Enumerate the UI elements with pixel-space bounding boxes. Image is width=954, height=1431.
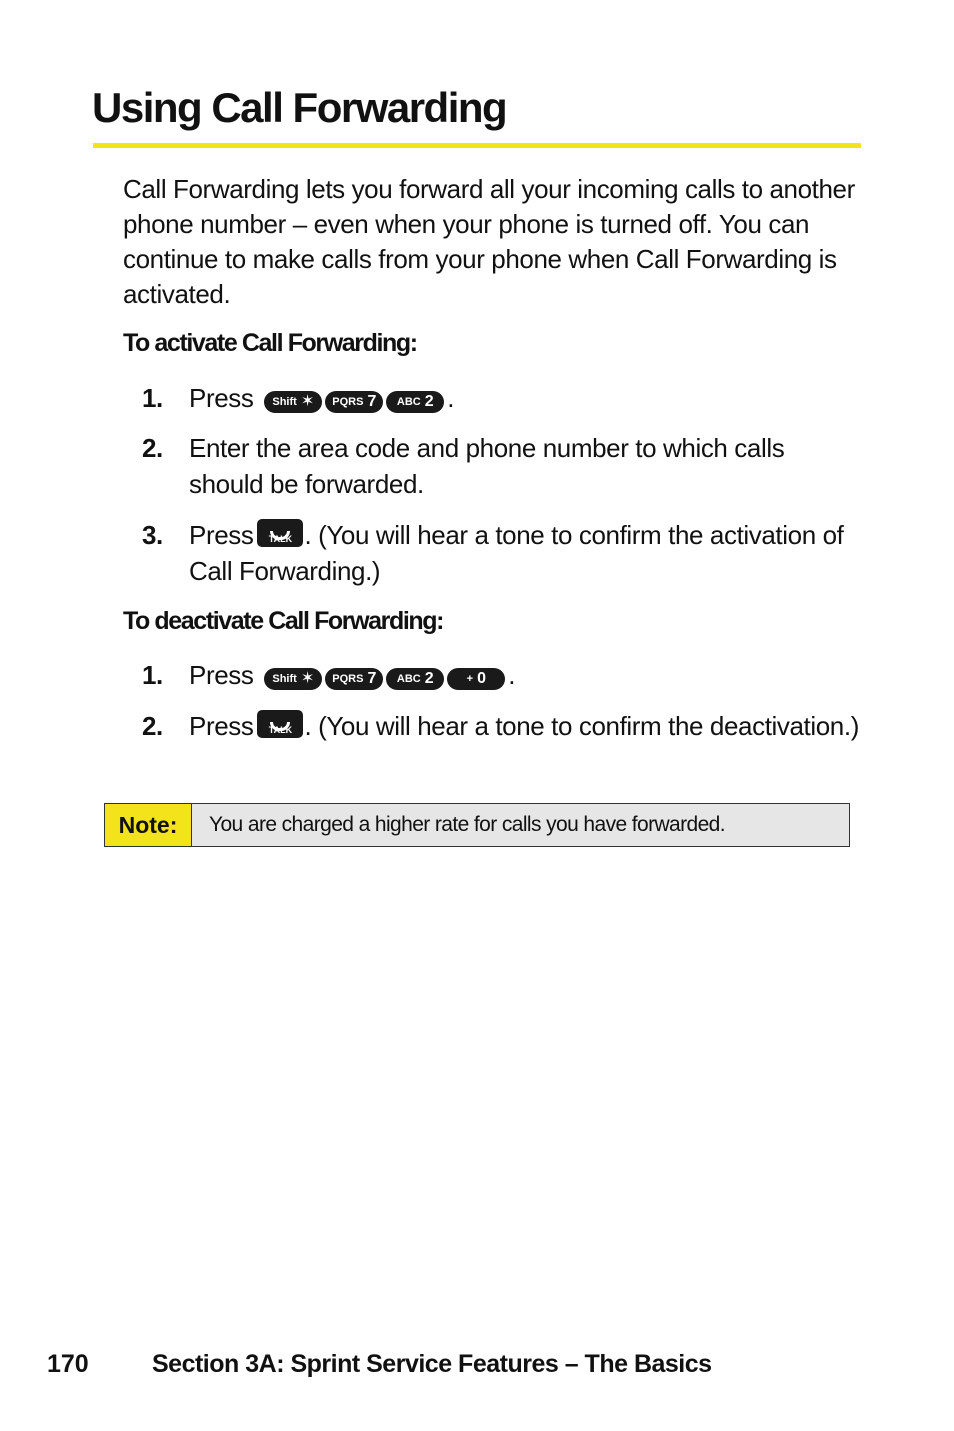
step-number: 2. [142, 433, 163, 463]
note-box [104, 803, 850, 847]
activate-heading: To activate Call Forwarding: [123, 329, 417, 357]
shift-key-icon: Shift ✶ [264, 391, 322, 413]
footer-section-title: Section 3A: Sprint Service Features – The Basics [152, 1350, 712, 1378]
talk-key-icon: TALK [257, 710, 303, 738]
step-text: Press [189, 660, 254, 690]
page-number: 170 [47, 1350, 89, 1378]
note-label: Note: [105, 804, 192, 846]
step-suffix: . [447, 383, 455, 413]
step-text: Press [189, 520, 254, 550]
step-number: 1. [142, 383, 163, 413]
step-body [189, 657, 864, 693]
talk-key-icon: TALK [257, 519, 303, 547]
shift-key-icon: Shift ✶ [264, 668, 322, 690]
step-text: Enter the area code and phone number to which calls should be forwarded. [189, 433, 785, 499]
note-text: You are charged a higher rate for calls you have forwarded. [209, 813, 725, 836]
page-title: Using Call Forwarding [92, 84, 507, 131]
step-body [189, 517, 864, 589]
step-body [189, 708, 864, 744]
abc-2-key-icon: ABC 2 [386, 668, 444, 690]
plus-0-key-icon: + 0 [447, 668, 505, 690]
step-suffix: . (You will hear a tone to confirm the deactivation.) [304, 711, 859, 741]
step-number: 1. [142, 660, 163, 690]
step-number: 2. [142, 711, 163, 741]
step-suffix: . [508, 660, 516, 690]
title-rule [93, 143, 861, 148]
step-text: Press [189, 383, 254, 413]
step-body [189, 380, 864, 416]
step-number: 3. [142, 520, 163, 550]
step-text: Press [189, 711, 254, 741]
abc-2-key-icon: ABC 2 [386, 391, 444, 413]
intro-paragraph: Call Forwarding lets you forward all your incoming calls to another phone number – even when your phone is turned off. You can continue to make calls from your phone when Call Forwarding is activated. [123, 174, 855, 309]
step-suffix: . (You will hear a tone to confirm the activation of Call Forwarding.) [189, 520, 844, 586]
pqrs-7-key-icon: PQRS 7 [325, 668, 383, 690]
pqrs-7-key-icon: PQRS 7 [325, 391, 383, 413]
deactivate-heading: To deactivate Call Forwarding: [123, 607, 444, 635]
